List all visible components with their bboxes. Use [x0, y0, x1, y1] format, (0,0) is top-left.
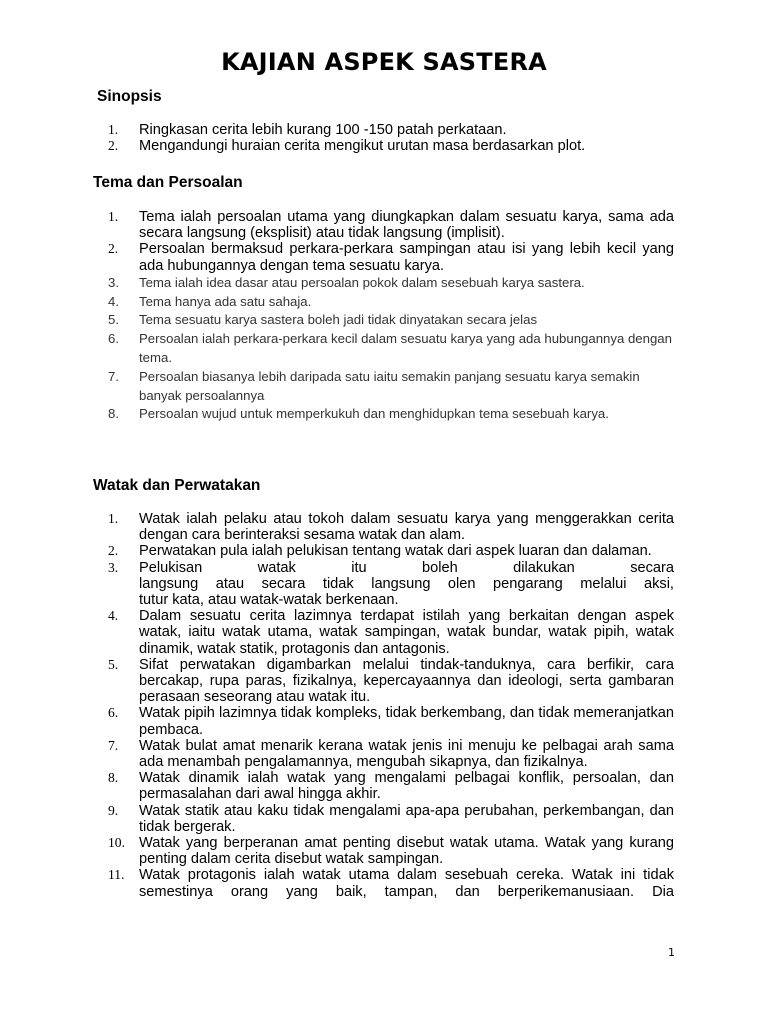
list-item-text: Persoalan bermaksud perkara-perkara sampingan atau isi yang lebih kecil yang ada hubungannya dengan tema sesuatu karya.	[139, 241, 674, 274]
list-item-text: Persoalan biasanya lebih daripada satu iaitu semakin panjang sesuatu karya semakin banyak persoalannya	[139, 368, 640, 403]
section-heading-tema: Tema dan Persoalan	[93, 174, 243, 191]
list-item-text: Tema sesuatu karya sastera boleh jadi tidak dinyatakan secara jelas	[139, 312, 538, 328]
list-item-text-line: tutur kata, atau watak-watak berkenaan.	[139, 592, 399, 609]
list-item-number: 6.	[108, 705, 119, 721]
sinopsis-list	[108, 122, 674, 154]
list-item-text-line: langsung atau secara tidak langsung olen pengarang melalui aksi,	[139, 575, 674, 592]
list-item	[108, 274, 674, 293]
list-item-number: 1.	[108, 122, 119, 137]
watak-list	[108, 511, 674, 900]
list-item-number: 2.	[108, 241, 119, 257]
list-item-text: Tema ialah idea dasar atau persoalan pokok dalam sesebuah karya sastera.	[139, 274, 585, 290]
list-item	[108, 330, 674, 368]
list-item	[108, 311, 674, 330]
list-item	[108, 738, 674, 770]
list-item-text: Dalam sesuatu cerita lazimnya terdapat istilah yang berkaitan dengan aspek watak, iaitu watak utama, watak sampingan, watak bundar, watak pipih, watak dinamik, watak statik, protagonis dan antagonis.	[139, 608, 674, 657]
list-item-number: 8.	[108, 770, 119, 786]
list-item-text: Watak bulat amat menarik kerana watak jenis ini menuju ke pelbagai arah sama ada menambah pengalamannya, mengubah sikapnya, dan fizikalnya.	[139, 737, 674, 771]
list-item-text: Tema ialah persoalan utama yang diungkapkan dalam sesuatu karya, sama ada secara langsung (eksplisit) atau tidak langsung (implisit).	[139, 209, 674, 242]
list-item	[108, 293, 674, 312]
section-heading-watak: Watak dan Perwatakan	[93, 477, 261, 494]
list-item	[108, 543, 674, 559]
list-item-number: 9.	[108, 802, 119, 818]
list-item	[108, 511, 674, 543]
list-item-number: 4.	[108, 608, 119, 624]
list-item-text: Watak statik atau kaku tidak mengalami apa-apa perubahan, perkembangan, dan tidak bergerak.	[139, 802, 674, 835]
page-number: 1	[668, 946, 675, 959]
list-item-text: Watak dinamik ialah watak yang mengalami pelbagai konflik, persoalan, dan permasalahan dari awal hingga akhir.	[139, 770, 674, 803]
list-item-text: Persoalan ialah perkara-perkara kecil dalam sesuatu karya yang ada hubungannya dengan tema.	[139, 331, 672, 365]
list-item	[108, 705, 674, 737]
list-item-text: Tema hanya ada satu sahaja.	[139, 293, 312, 309]
list-item-text: Watak ialah pelaku atau tokoh dalam sesuatu karya yang menggerakkan cerita dengan cara berinteraksi sesama watak dan alam.	[139, 511, 674, 544]
list-item-number: 5.	[108, 656, 119, 672]
list-item-number: 4.	[108, 293, 119, 309]
list-item	[108, 608, 674, 657]
list-item	[108, 560, 674, 609]
list-item-text: Watak protagonis ialah watak utama dalam sesebuah cereka. Watak ini tidak semestinya orang yang baik, tampan, dan berperikemanusiaan. Dia	[139, 867, 674, 900]
list-item	[108, 657, 674, 706]
list-item-number: 6.	[108, 331, 119, 347]
list-item-number: 2.	[108, 138, 119, 154]
list-item-text: Ringkasan cerita lebih kurang 100 -150 patah perkataan.	[139, 122, 507, 138]
list-item	[108, 803, 674, 835]
list-item-number: 8.	[108, 406, 119, 422]
list-item	[108, 867, 674, 899]
list-item-text: Persoalan wujud untuk memperkukuh dan menghidupkan tema sesebuah karya.	[139, 406, 609, 422]
tema-list	[108, 209, 674, 424]
list-item	[108, 209, 674, 241]
list-item-text: Perwatakan pula ialah pelukisan tentang watak dari aspek luaran dan dalaman.	[139, 543, 652, 560]
list-item-number: 7.	[108, 737, 119, 753]
list-item-text: Sifat perwatakan digambarkan melalui tindak-tanduknya, cara berfikir, cara bercakap, rupa paras, fizikalnya, kepercayaannya dan ideologi, serta gambaran perasaan seseorang atau watak itu.	[139, 656, 674, 706]
list-item-text-line: Pelukisan watak itu boleh dilakukan secara	[139, 559, 674, 576]
section-heading-sinopsis: Sinopsis	[97, 88, 162, 105]
list-item	[108, 241, 674, 273]
list-item-number: 3.	[108, 559, 119, 575]
list-item-number: 1.	[108, 209, 119, 224]
list-item-number: 7.	[108, 368, 119, 384]
document-title: KAJIAN ASPEK SASTERA	[221, 48, 547, 76]
list-item-text: Watak yang berperanan amat penting disebut watak utama. Watak yang kurang penting dalam cerita disebut watak sampingan.	[139, 835, 674, 868]
list-item	[108, 138, 674, 154]
list-item-text: Mengandungi huraian cerita mengikut urutan masa berdasarkan plot.	[139, 138, 586, 155]
list-item-number: 3.	[108, 274, 119, 290]
list-item-text: Watak pipih lazimnya tidak kompleks, tidak berkembang, dan tidak memeranjatkan pembaca.	[139, 705, 674, 738]
list-item	[108, 122, 674, 138]
list-item-number: 11.	[108, 867, 125, 883]
list-item	[108, 835, 674, 867]
list-item	[108, 405, 674, 424]
list-item	[108, 770, 674, 802]
list-item-number: 5.	[108, 312, 119, 328]
list-item	[108, 368, 674, 406]
list-item-number: 1.	[108, 511, 119, 526]
list-item-number: 10.	[108, 835, 125, 851]
list-item-number: 2.	[108, 543, 119, 559]
